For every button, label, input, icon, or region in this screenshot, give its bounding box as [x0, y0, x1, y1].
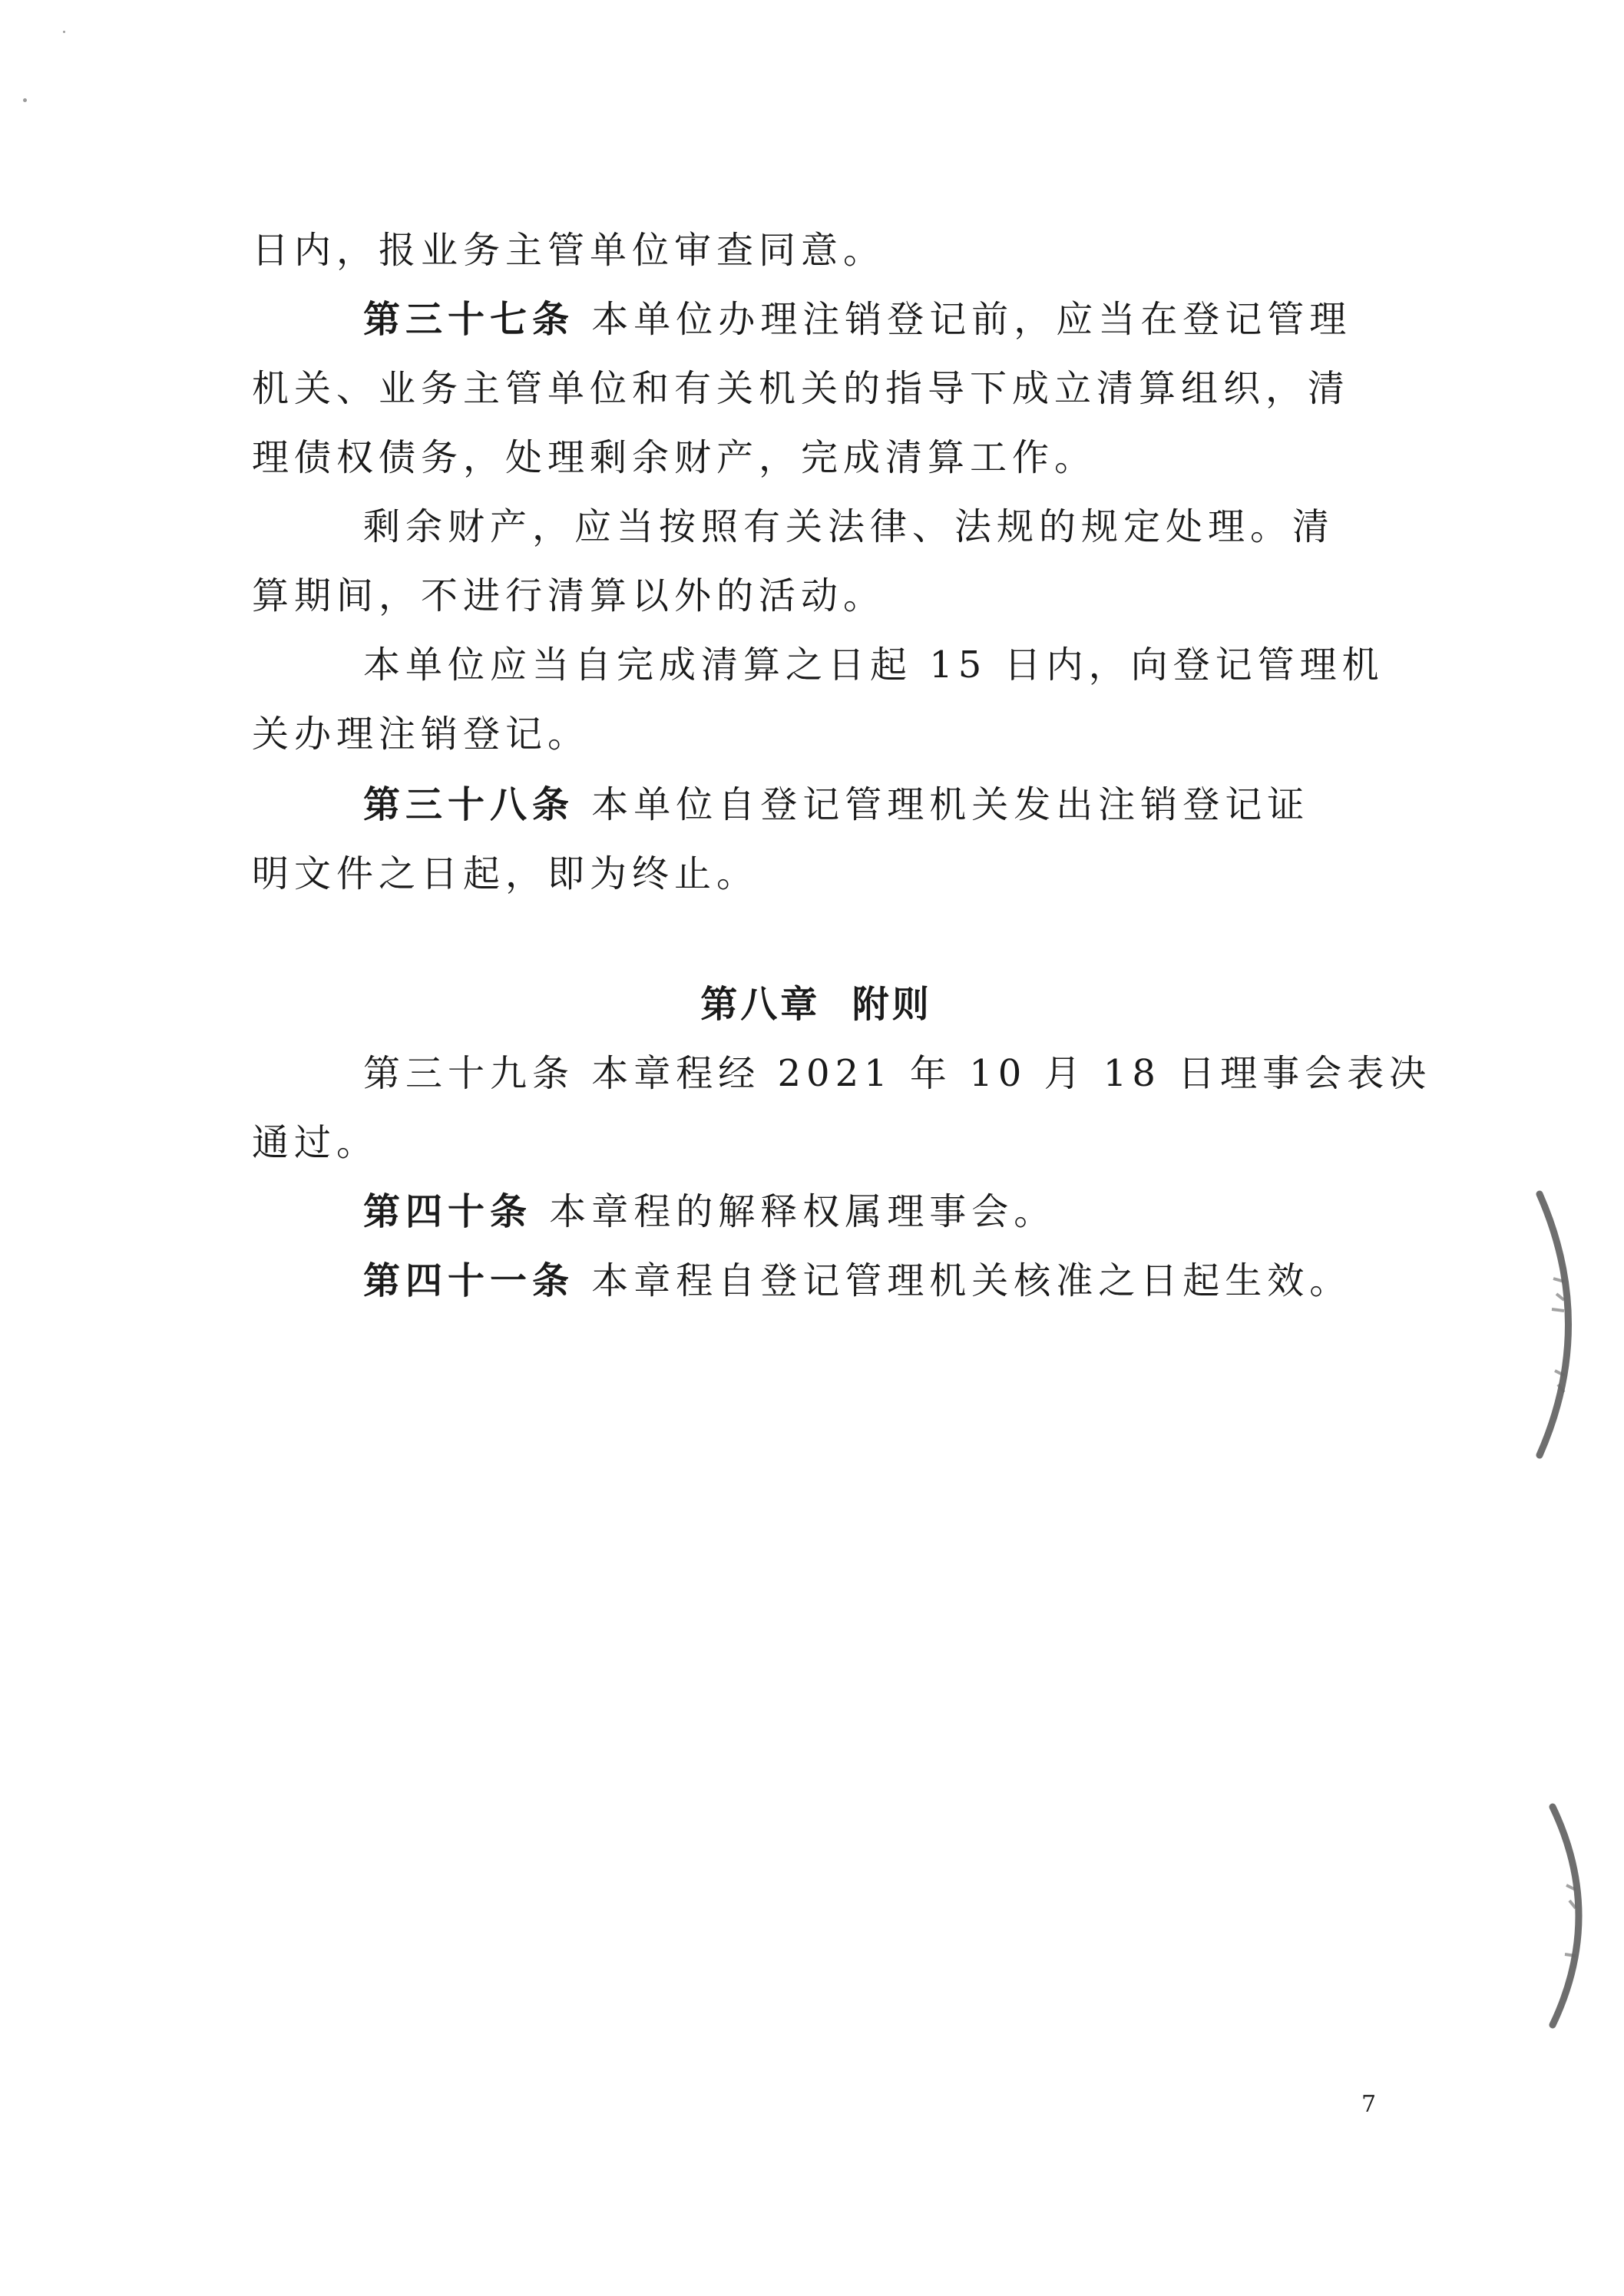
article-38-heading: 第三十八条 — [363, 783, 575, 826]
text-run: 机关、业务主管单位和有关机关的指导下成立清算组织，清 — [252, 367, 1351, 410]
p5-line-1 — [363, 782, 1309, 828]
text-run: 通过。 — [252, 1121, 379, 1164]
text-run: 明文件之日起，即为终止。 — [252, 852, 759, 895]
scan-speck — [23, 98, 27, 102]
scan-speck — [63, 31, 65, 33]
text-run: 算期间，不进行清算以外的活动。 — [252, 574, 886, 617]
p3-line-1 — [363, 504, 1335, 550]
chapter-title: 第八章 附则 — [700, 983, 932, 1026]
seal-fragment-upper — [1524, 1186, 1624, 1463]
p4-line-2 — [252, 711, 590, 757]
p1-line-1 — [252, 227, 885, 273]
p4-line-1 — [363, 642, 1384, 688]
text-run: 本单位应当自完成清算之日起 15 日内，向登记管理机 — [363, 643, 1384, 686]
p8-line-1 — [363, 1258, 1351, 1304]
text-run: 本章程自登记管理机关核准之日起生效。 — [574, 1259, 1352, 1302]
text-run: 剩余财产，应当按照有关法律、法规的规定处理。清 — [363, 505, 1335, 548]
text-run: 理债权债务，处理剩余财产，完成清算工作。 — [252, 436, 1097, 479]
text-run: 第三十九条 本章程经 2021 年 10 月 18 日理事会表决 — [363, 1052, 1432, 1095]
text-run: 日内，报业务主管单位审查同意。 — [252, 229, 886, 272]
article-41-heading: 第四十一条 — [363, 1259, 575, 1302]
article-37-heading: 第三十七条 — [363, 298, 575, 341]
p2-line-1 — [363, 296, 1351, 342]
text-run: 本单位自登记管理机关发出注销登记证 — [574, 783, 1310, 826]
p7-line-1 — [363, 1189, 1056, 1235]
p5-line-2 — [252, 851, 759, 897]
article-40-heading: 第四十条 — [363, 1190, 533, 1233]
p6-line-2 — [252, 1120, 379, 1166]
seal-fragment-lower — [1536, 1801, 1624, 2031]
text-run: 本单位办理注销登记前，应当在登记管理 — [574, 298, 1352, 341]
p2-line-2 — [252, 366, 1350, 412]
page-number: 7 — [1361, 2091, 1377, 2118]
p6-line-1 — [363, 1050, 1431, 1097]
text-run: 本章程的解释权属理事会。 — [532, 1190, 1057, 1233]
p2-line-3 — [252, 435, 1096, 481]
p3-line-2 — [252, 573, 885, 619]
text-run: 关办理注销登记。 — [252, 713, 590, 756]
